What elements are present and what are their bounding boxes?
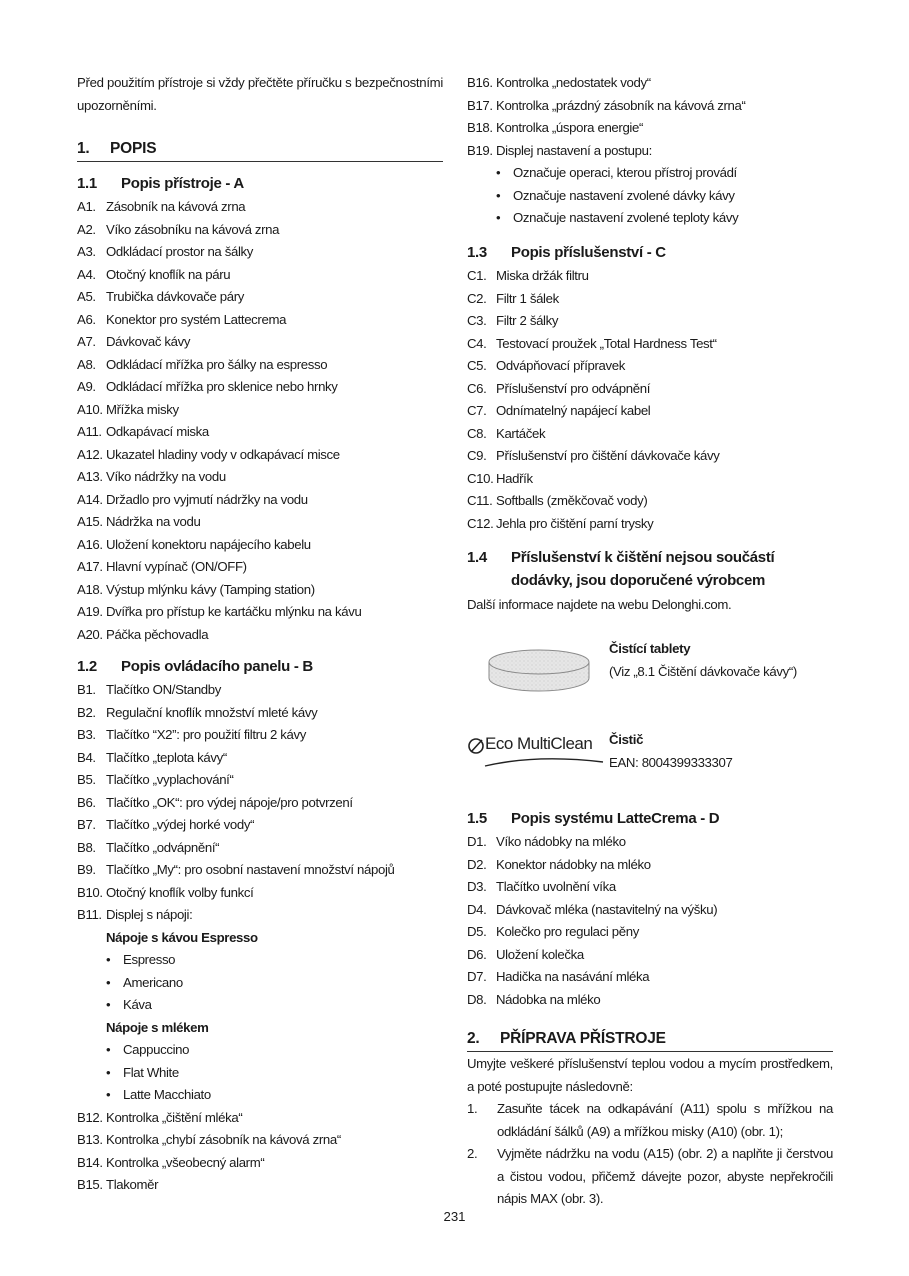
list-item <box>77 859 457 882</box>
item-code: D1. <box>467 834 487 849</box>
item-text: Displej nastavení a postupu: <box>496 142 652 158</box>
item-code: A17. <box>77 559 103 574</box>
subsection-heading-1-5 <box>467 807 719 830</box>
item-code: B4. <box>77 749 96 765</box>
item-code: D7. <box>467 969 487 984</box>
item-text: Tlačítko uvolnění víka <box>496 879 616 894</box>
item-text: Tlačítko „výdej horké vody“ <box>106 817 255 832</box>
list-item <box>77 724 457 747</box>
subsection-heading-1-4 <box>467 546 774 592</box>
item-code: D2. <box>467 856 487 872</box>
step-text: Zasuňte tácek na odkapávání (A11) spolu s mřížkou na odkládání šálků (A9) a mřížkou misky (A10) (obr. 1); <box>497 1101 833 1139</box>
list-item <box>77 1152 457 1175</box>
item-code: A2. <box>77 221 96 237</box>
bullet-item <box>77 949 457 972</box>
list-item <box>467 423 833 446</box>
item-text: Odvápňovací přípravek <box>496 358 625 373</box>
list-item <box>77 466 443 489</box>
list-item <box>467 445 833 468</box>
list-lattecrema-parts <box>467 831 833 1011</box>
item-code: B13. <box>77 1132 103 1147</box>
item-text: Víko zásobníku na kávová zrna <box>106 221 280 237</box>
list-item <box>77 309 443 332</box>
item-text: Páčka pěchovadla <box>106 626 209 642</box>
list-item <box>77 769 457 792</box>
eco-multiclean-logo <box>467 732 605 768</box>
item-code: D4. <box>467 901 487 917</box>
bullet-text: Označuje operaci, kterou přístroj provádí <box>513 165 737 180</box>
item-code: C10. <box>467 470 494 486</box>
bullet-text: Americano <box>123 974 183 990</box>
item-text: Příslušenství pro čištění dávkovače kávy <box>496 448 720 463</box>
item-text: Tlačítko „vyplachování“ <box>106 772 234 787</box>
subsection-number: 1.2 <box>77 658 97 675</box>
bullet-item <box>467 185 847 208</box>
item-code: B15. <box>77 1177 103 1192</box>
item-text: Kolečko pro regulaci pěny <box>496 924 639 939</box>
list-item <box>77 624 443 647</box>
list-item <box>77 241 443 264</box>
bullet-text: Espresso <box>123 952 176 967</box>
page-number: 231 <box>443 1209 466 1224</box>
list-control-panel-continued <box>467 72 847 230</box>
list-control-panel <box>77 679 457 1197</box>
preparation-step <box>467 1143 833 1211</box>
list-item <box>77 534 443 557</box>
step-text: Vyjměte nádržku na vodu (A15) (obr. 2) a naplňte ji čerstvou a čistou vodou, přičemž dávejte pozor, abyste nepřekročili nápis MAX (obr. 3). <box>497 1146 833 1206</box>
list-item <box>77 421 443 444</box>
item-code: C8. <box>467 425 487 441</box>
item-code: B10. <box>77 884 103 900</box>
list-item <box>77 376 443 399</box>
bullet-icon: • <box>106 1087 111 1102</box>
item-code: D8. <box>467 991 487 1007</box>
item-text: Testovací proužek „Total Hardness Test“ <box>496 335 717 351</box>
item-text: Tlačítko “X2”: pro použití filtru 2 kávy <box>106 727 307 742</box>
subsection-number: 1.5 <box>467 810 487 827</box>
list-item <box>77 444 443 467</box>
bullet-icon: • <box>106 997 111 1012</box>
item-code: A19. <box>77 604 103 619</box>
item-text: Dávkovač mléka (nastavitelný na výšku) <box>496 901 718 917</box>
list-item <box>77 1174 457 1197</box>
bullet-item <box>77 1084 457 1107</box>
list-item <box>77 792 457 815</box>
item-text: Víko nádobky na mléko <box>496 834 626 849</box>
item-text: Ukazatel hladiny vody v odkapávací misce <box>106 446 340 462</box>
list-item <box>467 355 833 378</box>
item-code: A12. <box>77 446 103 462</box>
list-item <box>467 876 833 899</box>
list-item <box>77 264 443 287</box>
list-item <box>467 899 833 922</box>
list-item <box>77 882 457 905</box>
item-code: B12. <box>77 1109 103 1125</box>
subsection-title: Popis přístroje - A <box>121 175 244 192</box>
item-code: B6. <box>77 794 96 810</box>
bullet-text: Latte Macchiato <box>123 1087 211 1102</box>
item-code: A1. <box>77 199 96 214</box>
list-item <box>77 904 457 927</box>
item-text: Jehla pro čištění parní trysky <box>496 515 654 531</box>
item-text: Dávkovač kávy <box>106 334 191 349</box>
item-code: B18. <box>467 120 493 135</box>
list-item <box>467 333 833 356</box>
list-item <box>467 72 847 95</box>
list-item <box>467 989 833 1012</box>
item-code: A8. <box>77 356 96 372</box>
item-text: Tlačítko „teplota kávy“ <box>106 749 227 765</box>
item-code: A11. <box>77 424 102 439</box>
item-code: B1. <box>77 682 96 697</box>
bullet-icon: • <box>496 187 501 203</box>
list-item <box>77 814 457 837</box>
bullet-icon: • <box>106 952 111 967</box>
cleaning-tablet-image <box>487 648 591 694</box>
recommended-accessories-note: Další informace najdete na webu Delonghi.com. <box>467 597 732 612</box>
item-code: B9. <box>77 862 96 877</box>
item-code: A3. <box>77 244 96 259</box>
subsection-title: Popis ovládacího panelu - B <box>121 658 313 675</box>
list-accessories <box>467 265 833 535</box>
item-text: Uložení konektoru napájecího kabelu <box>106 536 311 552</box>
item-text: Kontrolka „čištění mléka“ <box>106 1109 243 1125</box>
list-item <box>77 556 443 579</box>
item-text: Kartáček <box>496 425 546 441</box>
item-text: Odkládací mřížka pro sklenice nebo hrnky <box>106 379 338 394</box>
item-code: C5. <box>467 358 487 373</box>
item-text: Kontrolka „chybí zásobník na kávová zrna“ <box>106 1132 341 1147</box>
item-text: Odkládací mřížka pro šálky na espresso <box>106 356 328 372</box>
item-text: Konektor nádobky na mléko <box>496 856 651 872</box>
item-code: A14. <box>77 491 103 507</box>
item-code: A16. <box>77 536 103 552</box>
item-code: B3. <box>77 727 96 742</box>
item-code: B8. <box>77 839 96 855</box>
bullet-icon: • <box>106 1042 111 1057</box>
item-code: B5. <box>77 772 96 787</box>
section-number: 1. <box>77 140 90 157</box>
subsection-title: Popis systému LatteCrema - D <box>511 810 720 827</box>
section-heading-popis <box>77 140 443 162</box>
section-number: 2. <box>467 1030 480 1047</box>
list-item <box>467 468 833 491</box>
item-text: Nádržka na vodu <box>106 514 201 529</box>
drink-group-title: Nápoje s kávou Espresso <box>106 929 258 945</box>
subsection-number: 1.4 <box>467 549 487 566</box>
list-item <box>467 265 833 288</box>
item-code: A5. <box>77 289 96 304</box>
list-item <box>467 378 833 401</box>
item-text: Konektor pro systém Lattecrema <box>106 311 287 327</box>
list-item <box>467 831 833 854</box>
item-code: C3. <box>467 313 487 328</box>
item-text: Kontrolka „všeobecný alarm“ <box>106 1154 265 1170</box>
list-item <box>77 837 457 860</box>
item-text: Uložení kolečka <box>496 946 584 962</box>
list-item <box>77 747 457 770</box>
item-text: Zásobník na kávová zrna <box>106 199 246 214</box>
item-text: Filtr 1 šálek <box>496 290 559 306</box>
item-code: B19. <box>467 142 493 158</box>
item-text: Kontrolka „úspora energie“ <box>496 120 644 135</box>
subsection-title-line2: dodávky, jsou doporučené výrobcem <box>511 572 766 589</box>
item-text: Miska držák filtru <box>496 268 589 283</box>
step-number: 1. <box>467 1101 478 1116</box>
list-item <box>77 219 443 242</box>
cleaner-title: Čistič <box>609 732 644 747</box>
logo-wordmark: Eco MultiClean <box>485 734 593 753</box>
bullet-text: Cappuccino <box>123 1042 190 1057</box>
bullet-item <box>77 1062 457 1085</box>
item-text: Víko nádržky na vodu <box>106 469 226 484</box>
item-code: C4. <box>467 335 487 351</box>
list-item <box>467 140 847 163</box>
item-code: C7. <box>467 403 487 418</box>
section-heading-priprava <box>467 1030 833 1052</box>
list-item <box>77 1107 457 1130</box>
logo-swoosh <box>467 756 605 768</box>
item-text: Filtr 2 šálky <box>496 313 559 328</box>
leaf-icon <box>467 736 487 758</box>
item-text: Otočný knoflík volby funkcí <box>106 884 254 900</box>
cleaner-ean: EAN: 8004399333307 <box>609 755 733 770</box>
cleaning-tablets-reference: (Viz „8.1 Čištění dávkovače kávy“) <box>609 664 797 679</box>
list-item <box>77 511 443 534</box>
preparation-steps <box>467 1098 833 1211</box>
item-code: D5. <box>467 924 487 939</box>
list-item <box>77 331 443 354</box>
bullet-item <box>77 1039 457 1062</box>
item-code: A7. <box>77 334 96 349</box>
item-code: B7. <box>77 817 96 832</box>
item-text: Tlačítko „odvápnění“ <box>106 839 220 855</box>
bullet-item <box>467 207 847 230</box>
item-text: Hlavní vypínač (ON/OFF) <box>106 559 247 574</box>
item-text: Otočný knoflík na páru <box>106 266 231 282</box>
list-item <box>467 117 847 140</box>
list-item <box>77 1129 457 1152</box>
drink-group-title: Nápoje s mlékem <box>106 1019 209 1035</box>
item-code: A18. <box>77 581 103 597</box>
item-code: A15. <box>77 514 103 529</box>
item-code: A10. <box>77 401 103 417</box>
preparation-intro: Umyjte veškeré příslušenství teplou vodou a mycím prostředkem, a poté postupujte následovně: <box>467 1056 833 1094</box>
bullet-item <box>467 162 847 185</box>
item-text: Odkládací prostor na šálky <box>106 244 254 259</box>
item-text: Regulační knoflík množství mleté kávy <box>106 704 318 720</box>
list-item <box>77 196 443 219</box>
preparation-step <box>467 1098 833 1143</box>
bullet-icon: • <box>106 974 111 990</box>
item-code: C9. <box>467 448 487 463</box>
item-code: C6. <box>467 380 487 396</box>
item-text: Tlačítko ON/Standby <box>106 682 222 697</box>
list-item <box>467 95 847 118</box>
bullet-text: Označuje nastavení zvolené teploty kávy <box>513 210 739 225</box>
bullet-text: Káva <box>123 997 152 1012</box>
list-item <box>77 601 443 624</box>
item-code: B2. <box>77 704 96 720</box>
section-title: PŘÍPRAVA PŘÍSTROJE <box>500 1030 666 1047</box>
list-item <box>467 400 833 423</box>
item-text: Příslušenství pro odvápnění <box>496 380 651 396</box>
list-item <box>77 679 457 702</box>
bullet-icon: • <box>496 165 501 180</box>
item-text: Kontrolka „nedostatek vody“ <box>496 75 651 90</box>
subsection-number: 1.3 <box>467 244 487 261</box>
item-code: C1. <box>467 268 487 283</box>
bullet-icon: • <box>106 1064 111 1080</box>
subsection-heading-1-3 <box>467 241 666 264</box>
item-text: Tlačítko „OK“: pro výdej nápoje/pro potvrzení <box>106 794 353 810</box>
item-code: A20. <box>77 626 103 642</box>
item-code: B17. <box>467 97 493 113</box>
item-text: Odnímatelný napájecí kabel <box>496 403 651 418</box>
list-item <box>77 399 443 422</box>
list-item <box>77 702 457 725</box>
list-item <box>467 288 833 311</box>
item-text: Mřížka misky <box>106 401 179 417</box>
list-item <box>467 513 833 536</box>
item-text: Displej s nápoji: <box>106 907 193 922</box>
subsection-heading-1-2 <box>77 655 313 678</box>
item-text: Tlakoměr <box>106 1177 159 1192</box>
list-item <box>467 854 833 877</box>
item-text: Odkapávací miska <box>106 424 209 439</box>
list-item <box>467 490 833 513</box>
subsection-title: Popis příslušenství - C <box>511 244 666 261</box>
step-number: 2. <box>467 1146 478 1161</box>
list-item <box>467 944 833 967</box>
list-item <box>467 966 833 989</box>
item-text: Držadlo pro vyjmutí nádržky na vodu <box>106 491 308 507</box>
item-code: B14. <box>77 1154 103 1170</box>
subsection-title <box>511 546 774 592</box>
section-title: POPIS <box>110 140 157 157</box>
item-text: Kontrolka „prázdný zásobník na kávová zrna“ <box>496 97 746 113</box>
bullet-icon: • <box>496 210 501 225</box>
bullet-text: Flat White <box>123 1064 179 1080</box>
item-code: A13. <box>77 469 103 484</box>
intro-paragraph: Před použitím přístroje si vždy přečtěte příručku s bezpečnostními upozorněními. <box>77 75 443 113</box>
cleaning-tablets-title: Čistící tablety <box>609 641 691 656</box>
item-code: A4. <box>77 266 96 282</box>
item-text: Hadička na nasávání mléka <box>496 969 650 984</box>
item-code: B11. <box>77 907 102 922</box>
item-text: Nádobka na mléko <box>496 991 601 1007</box>
item-text: Hadřík <box>496 470 533 486</box>
list-item <box>77 489 443 512</box>
item-code: A6. <box>77 311 96 327</box>
bullet-text: Označuje nastavení zvolené dávky kávy <box>513 187 735 203</box>
item-text: Softballs (změkčovač vody) <box>496 493 648 508</box>
bullet-item <box>77 972 457 995</box>
subsection-number: 1.1 <box>77 175 97 192</box>
subsection-title-line1: Příslušenství k čištění nejsou součástí <box>511 549 775 566</box>
item-code: C12. <box>467 515 494 531</box>
item-code: D6. <box>467 946 487 962</box>
item-code: B16. <box>467 75 493 90</box>
item-text: Výstup mlýnku kávy (Tamping station) <box>106 581 315 597</box>
list-item <box>77 579 443 602</box>
list-item <box>467 921 833 944</box>
list-item <box>77 354 443 377</box>
item-code: D3. <box>467 879 487 894</box>
item-text: Dvířka pro přístup ke kartáčku mlýnku na kávu <box>106 604 362 619</box>
list-item <box>77 286 443 309</box>
item-code: A9. <box>77 379 96 394</box>
bullet-item <box>77 994 457 1017</box>
item-text: Trubička dávkovače páry <box>106 289 245 304</box>
list-device-parts <box>77 196 443 646</box>
item-text: Tlačítko „My“: pro osobní nastavení množství nápojů <box>106 862 395 877</box>
item-code: C11. <box>467 493 493 508</box>
item-code: C2. <box>467 290 487 306</box>
list-item <box>467 310 833 333</box>
subsection-heading-1-1 <box>77 172 244 195</box>
